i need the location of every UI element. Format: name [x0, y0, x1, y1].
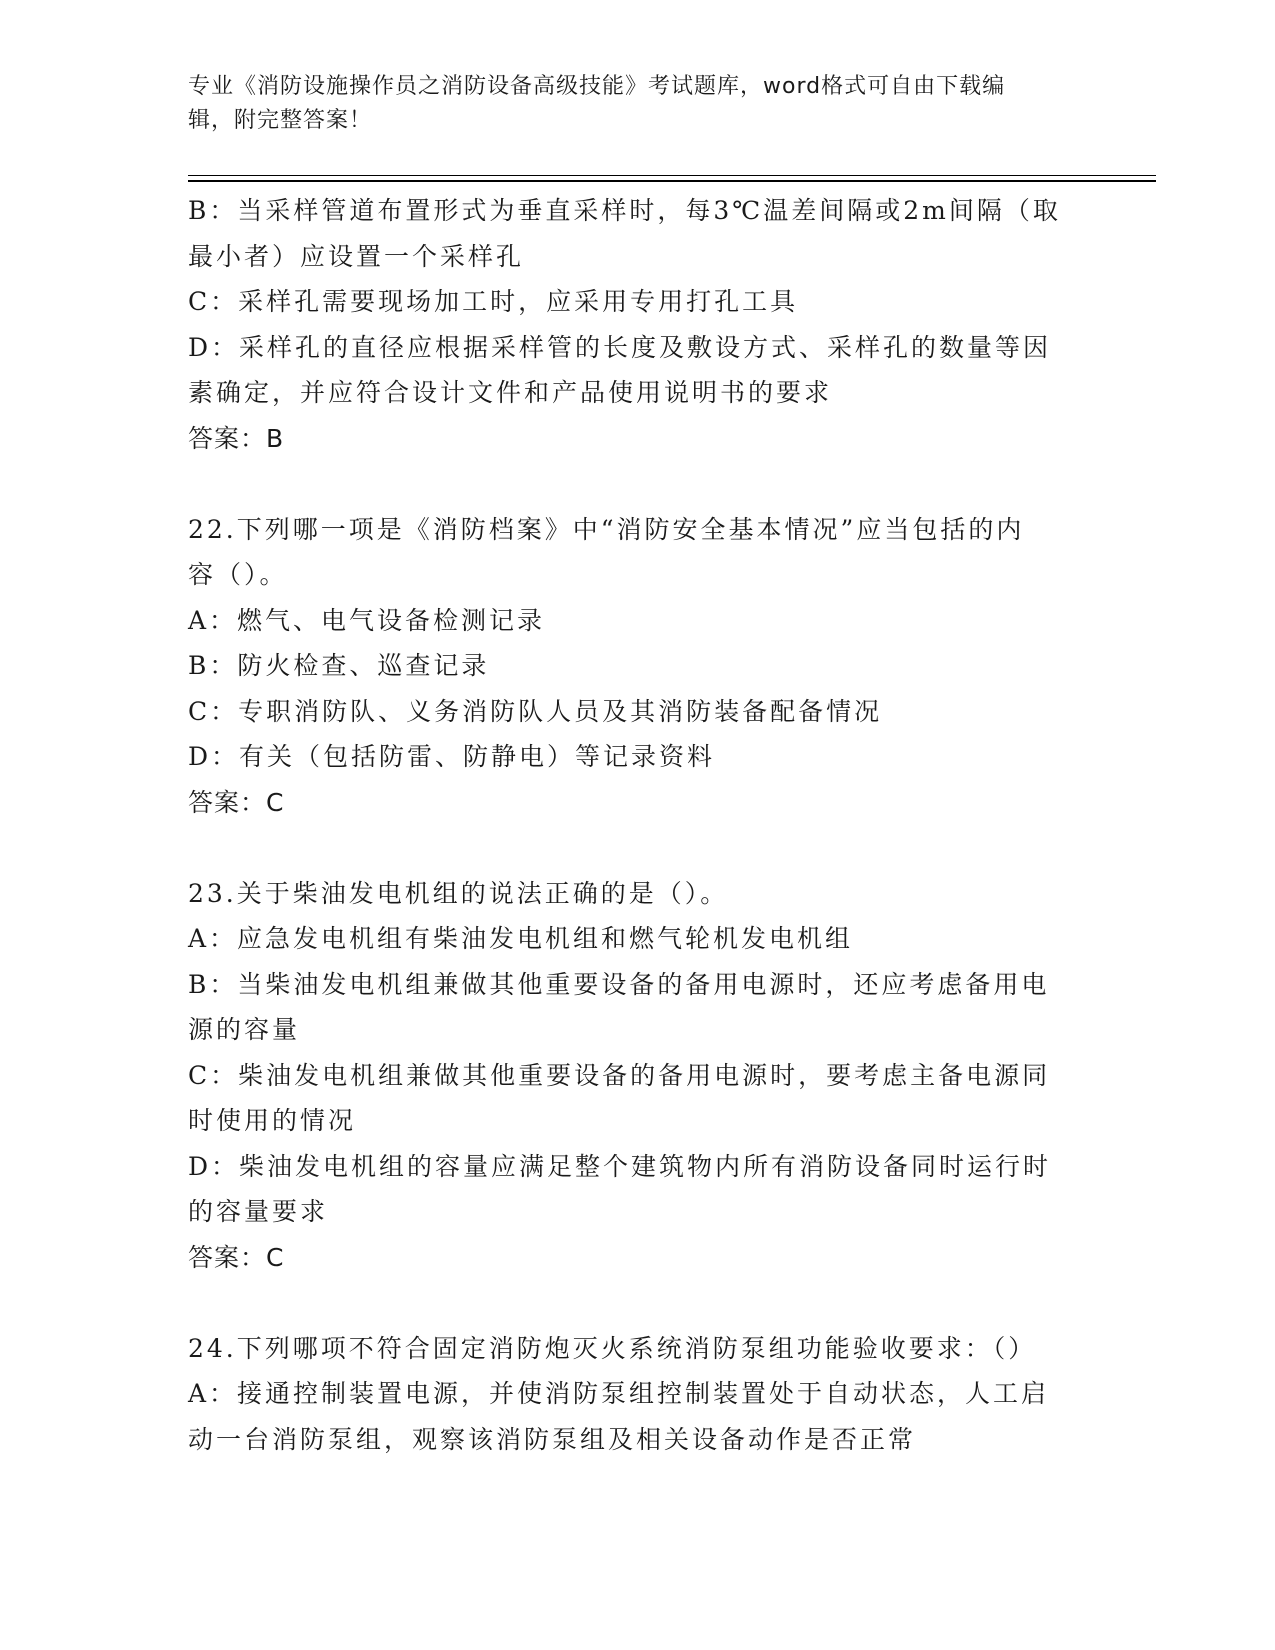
answer: 答案：B: [188, 423, 285, 453]
option-c-line-1: C：柴油发电机组兼做其他重要设备的备用电源时，要考虑主备电源同: [188, 1060, 1051, 1090]
option-d: D：有关（包括防雷、防静电）等记录资料: [188, 742, 716, 771]
option-a-line-1: A：接通控制装置电源，并使消防泵组控制装置处于自动状态，人工启: [188, 1379, 1050, 1408]
option-b-line-1: B：当柴油发电机组兼做其他重要设备的备用电源时，还应考虑备用电: [188, 969, 1050, 999]
question-stem-line-2: 容（）。: [188, 560, 288, 589]
option-a-line-2: 动一台消防泵组，观察该消防泵组及相关设备动作是否正常: [188, 1424, 917, 1454]
question-stem: 23.关于柴油发电机组的说法正确的是（）。: [188, 878, 729, 908]
question-22: [188, 507, 1068, 826]
option-a: A：燃气、电气设备检测记录: [188, 605, 546, 635]
header-divider-thick: [188, 180, 1156, 182]
option-c: C：采样孔需要现场加工时，应采用专用打孔工具: [188, 287, 799, 316]
spacer: [188, 461, 1068, 507]
option-b-line-2: 源的容量: [188, 1015, 301, 1044]
question-23: [188, 871, 1068, 1281]
document-body: [188, 188, 1068, 1462]
question-21-tail: [188, 188, 1068, 461]
answer: 答案：C: [188, 787, 285, 817]
question-stem-line-1: 22.下列哪一项是《消防档案》中“消防安全基本情况”应当包括的内: [188, 514, 1025, 544]
option-a: A：应急发电机组有柴油发电机组和燃气轮机发电机组: [188, 924, 854, 953]
spacer: [188, 1280, 1068, 1326]
option-d-line-2: 素确定，并应符合设计文件和产品使用说明书的要求: [188, 378, 833, 407]
answer: 答案：C: [188, 1242, 285, 1272]
option-b: B：防火检查、巡查记录: [188, 651, 490, 680]
question-24: [188, 1326, 1068, 1463]
header-line-2: 辑，附完整答案！: [188, 108, 373, 133]
header-divider-thin: [188, 175, 1156, 176]
option-b-line-1: B：当采样管道布置形式为垂直采样时，每3℃温差间隔或2m间隔（取: [188, 196, 1061, 225]
question-stem: 24.下列哪项不符合固定消防炮灭火系统消防泵组功能验收要求：（）: [188, 1333, 1037, 1363]
option-c-line-2: 时使用的情况: [188, 1106, 357, 1135]
header-line-1: 专业《消防设施操作员之消防设备高级技能》考试题库，word格式可自由下载编: [188, 74, 1006, 99]
option-b-line-2: 最小者）应设置一个采样孔: [188, 241, 525, 271]
spacer: [188, 825, 1068, 871]
option-d-line-1: D：采样孔的直径应根据采样管的长度及敷设方式、采样孔的数量等因: [188, 332, 1052, 362]
document-header: [188, 70, 1068, 138]
option-d-line-1: D：柴油发电机组的容量应满足整个建筑物内所有消防设备同时运行时: [188, 1151, 1052, 1181]
option-d-line-2: 的容量要求: [188, 1197, 329, 1226]
option-c: C：专职消防队、义务消防队人员及其消防装备配备情况: [188, 696, 883, 726]
